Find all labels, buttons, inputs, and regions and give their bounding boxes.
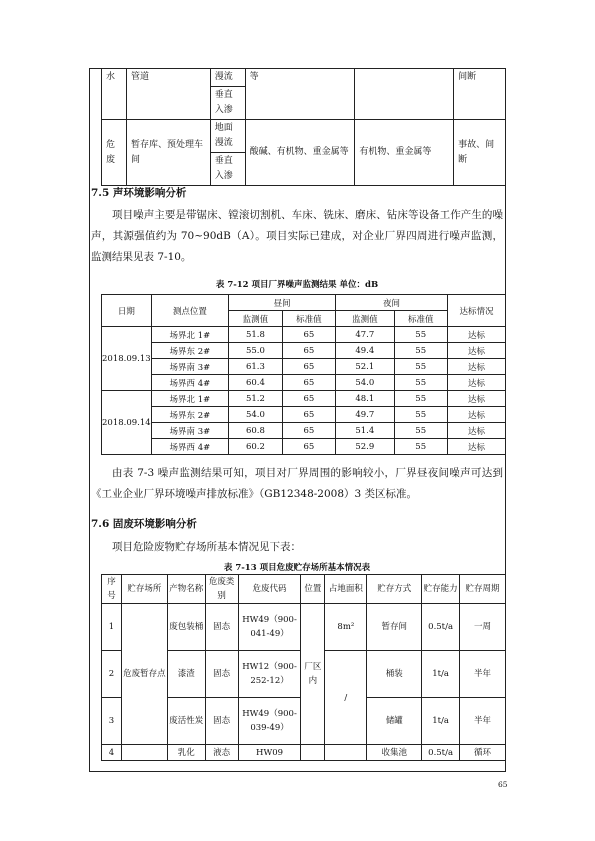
table-cell: 达标 xyxy=(447,343,505,359)
table-cell: 固态 xyxy=(205,698,238,745)
table-cell: 65 xyxy=(282,407,335,423)
table-cell: 54.0 xyxy=(336,375,394,391)
table-cell: HW09 xyxy=(238,745,301,761)
table-cell: 收集池 xyxy=(367,745,422,761)
paragraph-text: 项目噪声主要是带锯床、镗滚切割机、车床、铣床、磨床、钻床等设备工作产生的噪声，其源强值约为 70~90dB（A）。项目实际已建成，对企业厂界四周进行噪声监测，监测结果见表 7-10。 xyxy=(91,209,503,263)
header-cell: 监测值 xyxy=(336,311,394,327)
table-cell: 场界东 2# xyxy=(151,343,228,359)
table-cell: 55 xyxy=(394,423,447,439)
table-cell: 场界东 2# xyxy=(151,407,228,423)
table-cell: 事故、间断 xyxy=(454,120,506,186)
header-cell: 日期 xyxy=(102,295,152,327)
table-cell xyxy=(121,745,167,761)
table-cell: 65 xyxy=(282,375,335,391)
table-cell: 61.3 xyxy=(229,359,283,375)
page-number: 65 xyxy=(498,780,508,789)
table-cell: 1t/a xyxy=(422,651,460,698)
table-cell: 60.4 xyxy=(229,375,283,391)
table-cell: 液态 xyxy=(205,745,238,761)
table-cell: 桶装 xyxy=(367,651,422,698)
table-cell: 达标 xyxy=(447,327,505,343)
table-cell: 8m² xyxy=(325,604,367,651)
table-cell: 49.4 xyxy=(336,343,394,359)
table-cell: 55 xyxy=(394,439,447,455)
table-cell: 场界北 1# xyxy=(151,327,228,343)
table-cell: HW49（900-039-49） xyxy=(238,698,301,745)
paragraph-text: 由表 7-3 噪声监测结果可知，项目对厂界周围的影响较小，厂界昼夜间噪声可达到《工业企业厂界环境噪声排放标准》（GB12348-2008）3 类区标准。 xyxy=(91,467,503,500)
paragraph xyxy=(91,205,503,268)
header-cell: 达标情况 xyxy=(447,295,505,327)
table-cell: 达标 xyxy=(447,423,505,439)
table-cell xyxy=(301,745,325,761)
table-cell: 场界北 1# xyxy=(151,391,228,407)
paragraph xyxy=(91,537,503,558)
header-cell: 标准值 xyxy=(394,311,447,327)
table-cell: 场界西 4# xyxy=(151,375,228,391)
table-cell: HW12（900-252-12） xyxy=(238,651,301,698)
table-cell: 55 xyxy=(394,359,447,375)
table-row xyxy=(102,343,506,359)
table-row xyxy=(102,69,506,87)
table-cell: 52.1 xyxy=(336,359,394,375)
table-cell: 0.5t/a xyxy=(422,745,460,761)
table-caption: 表 7-13 项目危废贮存场所基本情况表 xyxy=(223,563,371,573)
table-cell: 55 xyxy=(394,327,447,343)
table-cell: 暂存间 xyxy=(367,604,422,651)
table-cell: 危废暂存点 xyxy=(121,604,167,745)
table-cell: 47.7 xyxy=(336,327,394,343)
table-cell: 65 xyxy=(282,343,335,359)
table-cell: / xyxy=(325,651,367,745)
table-cell: 厂区内 xyxy=(301,604,325,745)
table-cell: 储罐 xyxy=(367,698,422,745)
table-cell: 半年 xyxy=(460,651,506,698)
table-header-row xyxy=(102,295,506,311)
table-caption: 表 7-12 项目厂界噪声监测结果 单位：dB xyxy=(215,280,379,290)
table-cell: 51.8 xyxy=(229,327,283,343)
table-cell: 固态 xyxy=(205,651,238,698)
table-cell: 管道 xyxy=(126,69,210,120)
table-cell: 65 xyxy=(282,439,335,455)
table-cell: 60.2 xyxy=(229,439,283,455)
table-row xyxy=(102,423,506,439)
header-cell: 标准值 xyxy=(282,311,335,327)
table-cell: 废活性炭 xyxy=(167,698,205,745)
table-row xyxy=(102,604,506,651)
table-cell: 2 xyxy=(102,651,122,698)
table-cell: HW49（900-041-49） xyxy=(238,604,301,651)
table-cell: 漫流 xyxy=(210,69,245,87)
table-cell: 一周 xyxy=(460,604,506,651)
table-cell: 65 xyxy=(282,359,335,375)
table-cell: 达标 xyxy=(447,391,505,407)
header-cell: 监测值 xyxy=(229,311,283,327)
table-header-row xyxy=(102,575,506,604)
table-cell xyxy=(355,69,454,120)
table-row xyxy=(102,391,506,407)
table-cell: 65 xyxy=(282,391,335,407)
hazardous-waste-table xyxy=(101,574,506,761)
header-cell: 昼间 xyxy=(229,295,336,311)
table-cell: 55 xyxy=(394,391,447,407)
table-cell: 55.0 xyxy=(229,343,283,359)
header-cell: 夜间 xyxy=(336,295,448,311)
table-cell: 51.4 xyxy=(336,423,394,439)
table-row xyxy=(102,375,506,391)
table-cell: 水 xyxy=(102,69,127,120)
table-cell: 达标 xyxy=(447,407,505,423)
table-cell: 65 xyxy=(282,327,335,343)
table-cell: 1t/a xyxy=(422,698,460,745)
table-cell: 垂直入渗 xyxy=(210,87,245,120)
table-row xyxy=(102,745,506,761)
table-cell: 60.8 xyxy=(229,423,283,439)
header-cell: 产物名称 xyxy=(167,575,205,604)
table-cell: 1 xyxy=(102,604,122,651)
table-row xyxy=(102,407,506,423)
table-cell: 等 xyxy=(245,69,355,120)
table-cell: 达标 xyxy=(447,375,505,391)
table-cell: 乳化 xyxy=(167,745,205,761)
table-cell: 危废 xyxy=(102,120,127,186)
table-cell xyxy=(325,745,367,761)
table-cell: 54.0 xyxy=(229,407,283,423)
paragraph-text: 项目危险废物贮存场所基本情况见下表： xyxy=(112,541,301,553)
table-cell: 达标 xyxy=(447,359,505,375)
header-cell: 序号 xyxy=(102,575,122,604)
table-cell: 间断 xyxy=(454,69,506,120)
table-cell: 酸碱、有机物、重金属等 xyxy=(245,120,355,186)
header-cell: 危废类别 xyxy=(205,575,238,604)
table-cell: 场界南 3# xyxy=(151,423,228,439)
paragraph xyxy=(91,463,503,505)
table-cell: 暂存库、预处理车间 xyxy=(126,120,210,186)
header-cell: 贮存场所 xyxy=(121,575,167,604)
table-cell: 废包装桶 xyxy=(167,604,205,651)
table-cell: 场界西 4# xyxy=(151,439,228,455)
table-cell: 55 xyxy=(394,375,447,391)
table-cell: 地面漫流 xyxy=(210,120,245,153)
table-cell: 有机物、重金属等 xyxy=(355,120,454,186)
section-heading: 7.6 固废环境影响分析 xyxy=(91,518,197,530)
header-cell: 占地面积 xyxy=(325,575,367,604)
section-heading: 7.5 声环境影响分析 xyxy=(91,187,187,199)
table-cell: 半年 xyxy=(460,698,506,745)
table-cell: 65 xyxy=(282,423,335,439)
table-cell: 51.2 xyxy=(229,391,283,407)
table-cell: 达标 xyxy=(447,439,505,455)
table-cell: 垂直入渗 xyxy=(210,153,245,186)
table-row xyxy=(102,439,506,455)
table-cell: 55 xyxy=(394,407,447,423)
table-row xyxy=(102,359,506,375)
header-cell: 贮存能力 xyxy=(422,575,460,604)
header-cell: 危废代码 xyxy=(238,575,301,604)
table-row xyxy=(102,327,506,343)
header-cell: 测点位置 xyxy=(151,295,228,327)
table-cell: 场界南 3# xyxy=(151,359,228,375)
header-cell: 贮存方式 xyxy=(367,575,422,604)
table-cell: 52.9 xyxy=(336,439,394,455)
table-cell: 49.7 xyxy=(336,407,394,423)
table-cell: 3 xyxy=(102,698,122,745)
header-cell: 贮存周期 xyxy=(460,575,506,604)
pollution-path-table xyxy=(101,68,506,186)
table-cell: 固态 xyxy=(205,604,238,651)
date-cell: 2018.09.14 xyxy=(102,391,152,455)
table-row xyxy=(102,120,506,153)
table-cell: 循环 xyxy=(460,745,506,761)
table-cell: 48.1 xyxy=(336,391,394,407)
table-cell: 0.5t/a xyxy=(422,604,460,651)
table-cell: 4 xyxy=(102,745,122,761)
table-cell: 漆渣 xyxy=(167,651,205,698)
table-cell: 55 xyxy=(394,343,447,359)
header-cell: 位置 xyxy=(301,575,325,604)
date-cell: 2018.09.13 xyxy=(102,327,152,391)
noise-table xyxy=(101,294,506,455)
